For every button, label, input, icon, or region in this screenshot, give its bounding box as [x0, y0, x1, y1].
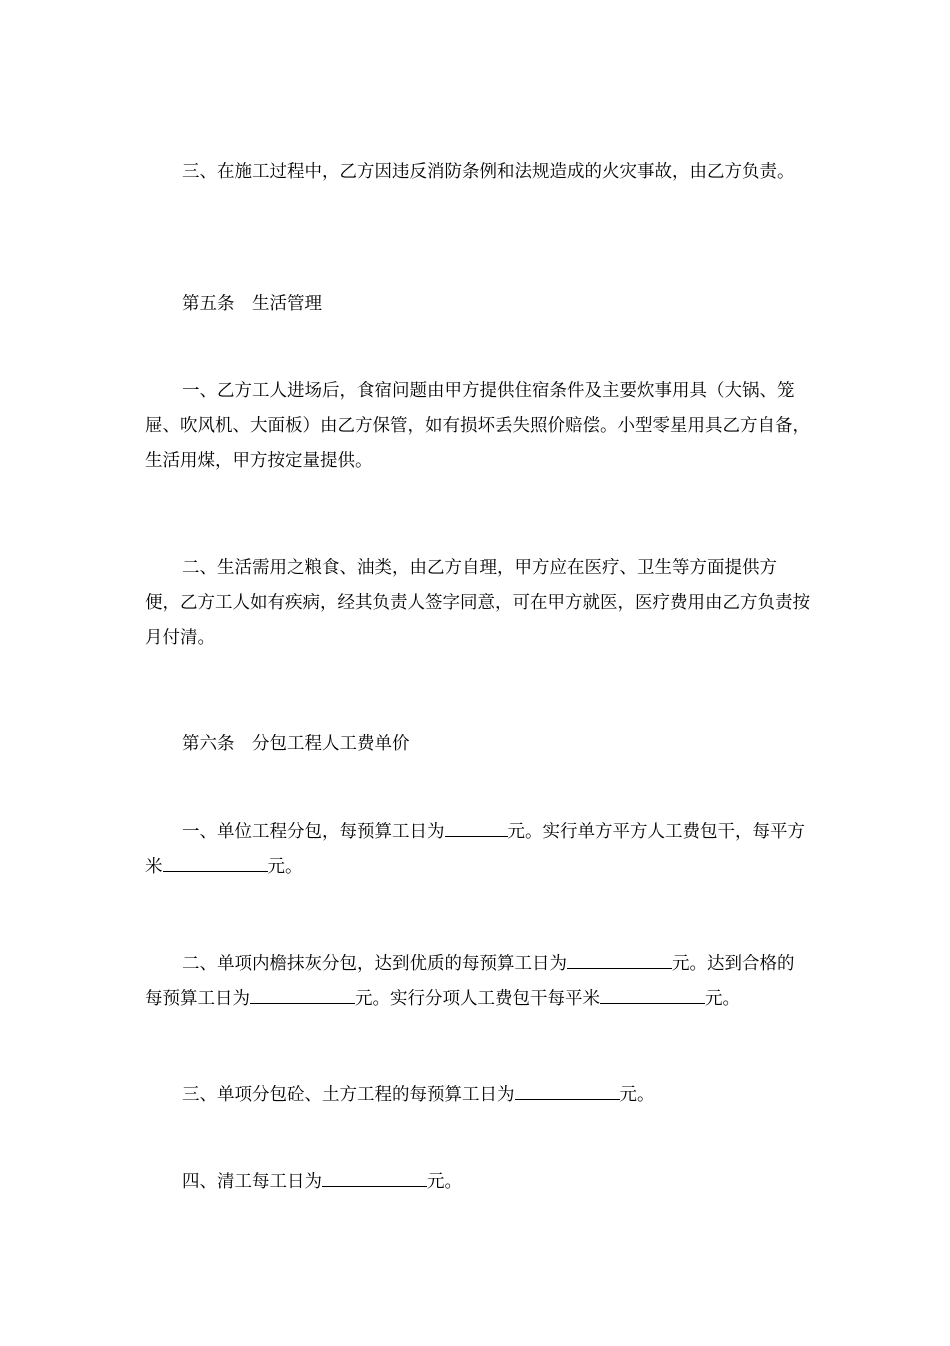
clause-3-fire-safety: 三、在施工过程中，乙方因违反消防条例和法规造成的火灾事故，由乙方负责。: [182, 162, 795, 182]
blank-line: [163, 853, 268, 872]
article-6-heading: 第六条 分包工程人工费单价: [182, 734, 410, 754]
clause-1-living-conditions: 一、乙方工人进场后，食宿问题由甲方提供住宿条件及主要炊事用具（大锅、笼屉、吹风机、大面板）由乙方保管，如有损坏丢失照价赔偿。小型零星用具乙方自备，生活用煤，甲方按定量提供。: [145, 381, 810, 471]
blank-line: [250, 985, 355, 1004]
blank-line: [600, 985, 705, 1004]
clause-1-unit-price: 一、单位工程分包，每预算工日为 元。实行单方平方人工费包干，每平方米 元。: [145, 815, 810, 885]
clause-2-food-medical: 二、生活需用之粮食、油类，由乙方自理，甲方应在医疗、卫生等方面提供方便，乙方工人如有疾病，经其负责人签字同意，可在甲方就医，医疗费用由乙方负责按月付清。: [145, 558, 810, 648]
blank-line: [567, 950, 672, 969]
clause-3-concrete-price: 三、单项分包砼、土方工程的每预算工日为 元。: [145, 1078, 810, 1113]
article-5-heading: 第五条 生活管理: [182, 294, 322, 314]
clause-4-cleanup-price: 四、清工每工日为 元。: [145, 1165, 810, 1200]
blank-line: [445, 818, 508, 837]
blank-line: [515, 1081, 620, 1100]
blank-line: [322, 1168, 427, 1187]
clause-2-plaster-price: 二、单项内檐抹灰分包，达到优质的每预算工日为 元。达到合格的每预算工日为 元。实行分项人工费包干每平米 元。: [145, 947, 810, 1017]
